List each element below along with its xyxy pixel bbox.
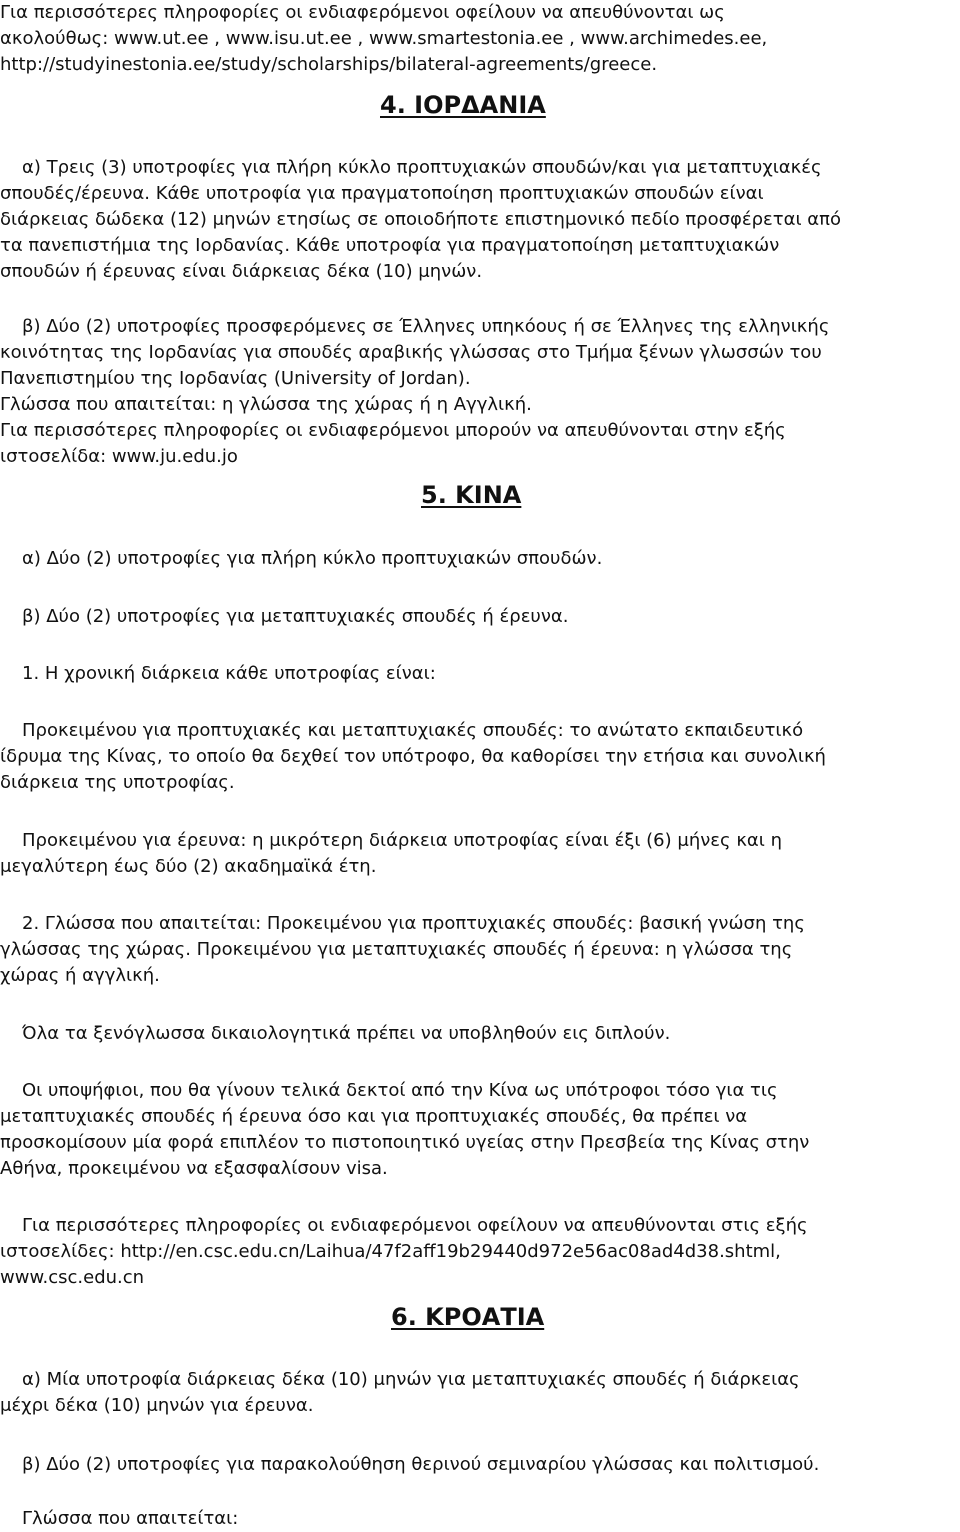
text-line: 2. Γλώσσα που απαιτείται: Προκειμένου για προπτυχιακές σπουδές: βασική γνώση της (22, 913, 805, 934)
text-line: α) Μία υποτροφία διάρκειας δέκα (10) μηνών για μεταπτυχιακές σπουδές ή διάρκειας (22, 1369, 800, 1390)
text-line: Προκειμένου για έρευνα: η μικρότερη διάρκεια υποτροφίας είναι έξι (6) μήνες και η (22, 830, 783, 851)
text-line: μέχρι δέκα (10) μηνών για έρευνα. (0, 1395, 314, 1416)
section-heading-china: 5. ΚΙΝΑ (421, 481, 522, 509)
text-line: κοινότητας της Ιορδανίας για σπουδές αραβικής γλώσσας στο Τμήμα ξένων γλωσσών του (0, 342, 822, 363)
china-documents-note: Όλα τα ξενόγλωσσα δικαιολογητικά πρέπει να υποβληθούν εις διπλούν. (22, 1023, 671, 1044)
text-line: ιστοσελίδα: www.ju.edu.jo (0, 446, 238, 467)
china-item-b: β) Δύο (2) υποτροφίες για μεταπτυχιακές σπουδές ή έρευνα. (22, 606, 569, 627)
text-line: Αθήνα, προκειμένου να εξασφαλίσουν visa. (0, 1158, 388, 1179)
text-line: σπουδών ή έρευνας είναι διάρκειας δέκα (10) μηνών. (0, 261, 483, 282)
croatia-item-b: β) Δύο (2) υποτροφίες για παρακολούθηση θερινού σεμιναρίου γλώσσας και πολιτισμού. (22, 1454, 820, 1475)
text-line: γλώσσας της χώρας. Προκειμένου για μεταπτυχιακές σπουδές ή έρευνα: η γλώσσα της (0, 939, 793, 960)
croatia-language-label: Γλώσσα που απαιτείται: (22, 1508, 239, 1529)
text-line: Για περισσότερες πληροφορίες οι ενδιαφερόμενοι μπορούν να απευθύνονται στην εξής (0, 420, 786, 441)
intro-line: ακολούθως: www.ut.ee , www.isu.ut.ee , www.smartestonia.ee , www.archimedes.ee, (0, 28, 768, 49)
text-line: ιστοσελίδες: http://en.csc.edu.cn/Laihua/47f2aff19b29440d972e56ac08ad4d38.shtml, (0, 1241, 781, 1262)
text-line: Προκειμένου για προπτυχιακές και μεταπτυχιακές σπουδές: το ανώτατο εκπαιδευτικό (22, 720, 804, 741)
text-line: Γλώσσα που απαιτείται: η γλώσσα της χώρας ή η Αγγλική. (0, 394, 532, 415)
text-line: ίδρυμα της Κίνας, το οποίο θα δεχθεί τον υπότροφο, θα καθορίσει την ετήσια και συνολική (0, 746, 826, 767)
text-line: μεγαλύτερη έως δύο (2) ακαδημαϊκά έτη. (0, 856, 377, 877)
china-item-a: α) Δύο (2) υποτροφίες για πλήρη κύκλο προπτυχιακών σπουδών. (22, 548, 603, 569)
section-heading-jordan: 4. ΙΟΡΔΑΝΙΑ (380, 91, 546, 119)
section-heading-croatia: 6. ΚΡΟΑΤΙΑ (391, 1303, 545, 1331)
text-line: www.csc.edu.cn (0, 1267, 145, 1288)
intro-line: http://studyinestonia.ee/study/scholarships/bilateral-agreements/greece. (0, 54, 658, 75)
text-line: β) Δύο (2) υποτροφίες προσφερόμενες σε Έλληνες υπηκόους ή σε Έλληνες της ελληνικής (22, 316, 830, 337)
text-line: α) Τρεις (3) υποτροφίες για πλήρη κύκλο προπτυχιακών σπουδών/και για μεταπτυχιακές (22, 157, 822, 178)
text-line: χώρας ή αγγλική. (0, 965, 160, 986)
intro-line: Για περισσότερες πληροφορίες οι ενδιαφερόμενοι οφείλουν να απευθύνονται ως (0, 2, 725, 23)
china-point-1: 1. Η χρονική διάρκεια κάθε υποτροφίας είναι: (22, 663, 436, 684)
text-line: διάρκεια της υποτροφίας. (0, 772, 235, 793)
text-line: προσκομίσουν μία φορά επιπλέον το πιστοποιητικό υγείας στην Πρεσβεία της Κίνας στην (0, 1132, 810, 1153)
text-line: Οι υποψήφιοι, που θα γίνουν τελικά δεκτοί από την Κίνα ως υπότροφοι τόσο για τις (22, 1080, 778, 1101)
text-line: Πανεπιστημίου της Ιορδανίας (University of Jordan). (0, 368, 471, 389)
text-line: μεταπτυχιακές σπουδές ή έρευνα όσο και για προπτυχιακές σπουδές, θα πρέπει να (0, 1106, 748, 1127)
text-line: σπουδές/έρευνα. Κάθε υποτροφία για πραγματοποίηση προπτυχιακών σπουδών είναι (0, 183, 764, 204)
text-line: τα πανεπιστήμια της Ιορδανίας. Κάθε υποτροφία για πραγματοποίηση μεταπτυχιακών (0, 235, 780, 256)
text-line: διάρκειας δώδεκα (12) μηνών ετησίως σε οποιοδήποτε επιστημονικό πεδίο προσφέρεται από (0, 209, 841, 230)
text-line: Για περισσότερες πληροφορίες οι ενδιαφερόμενοι οφείλουν να απευθύνονται στις εξής (22, 1215, 808, 1236)
